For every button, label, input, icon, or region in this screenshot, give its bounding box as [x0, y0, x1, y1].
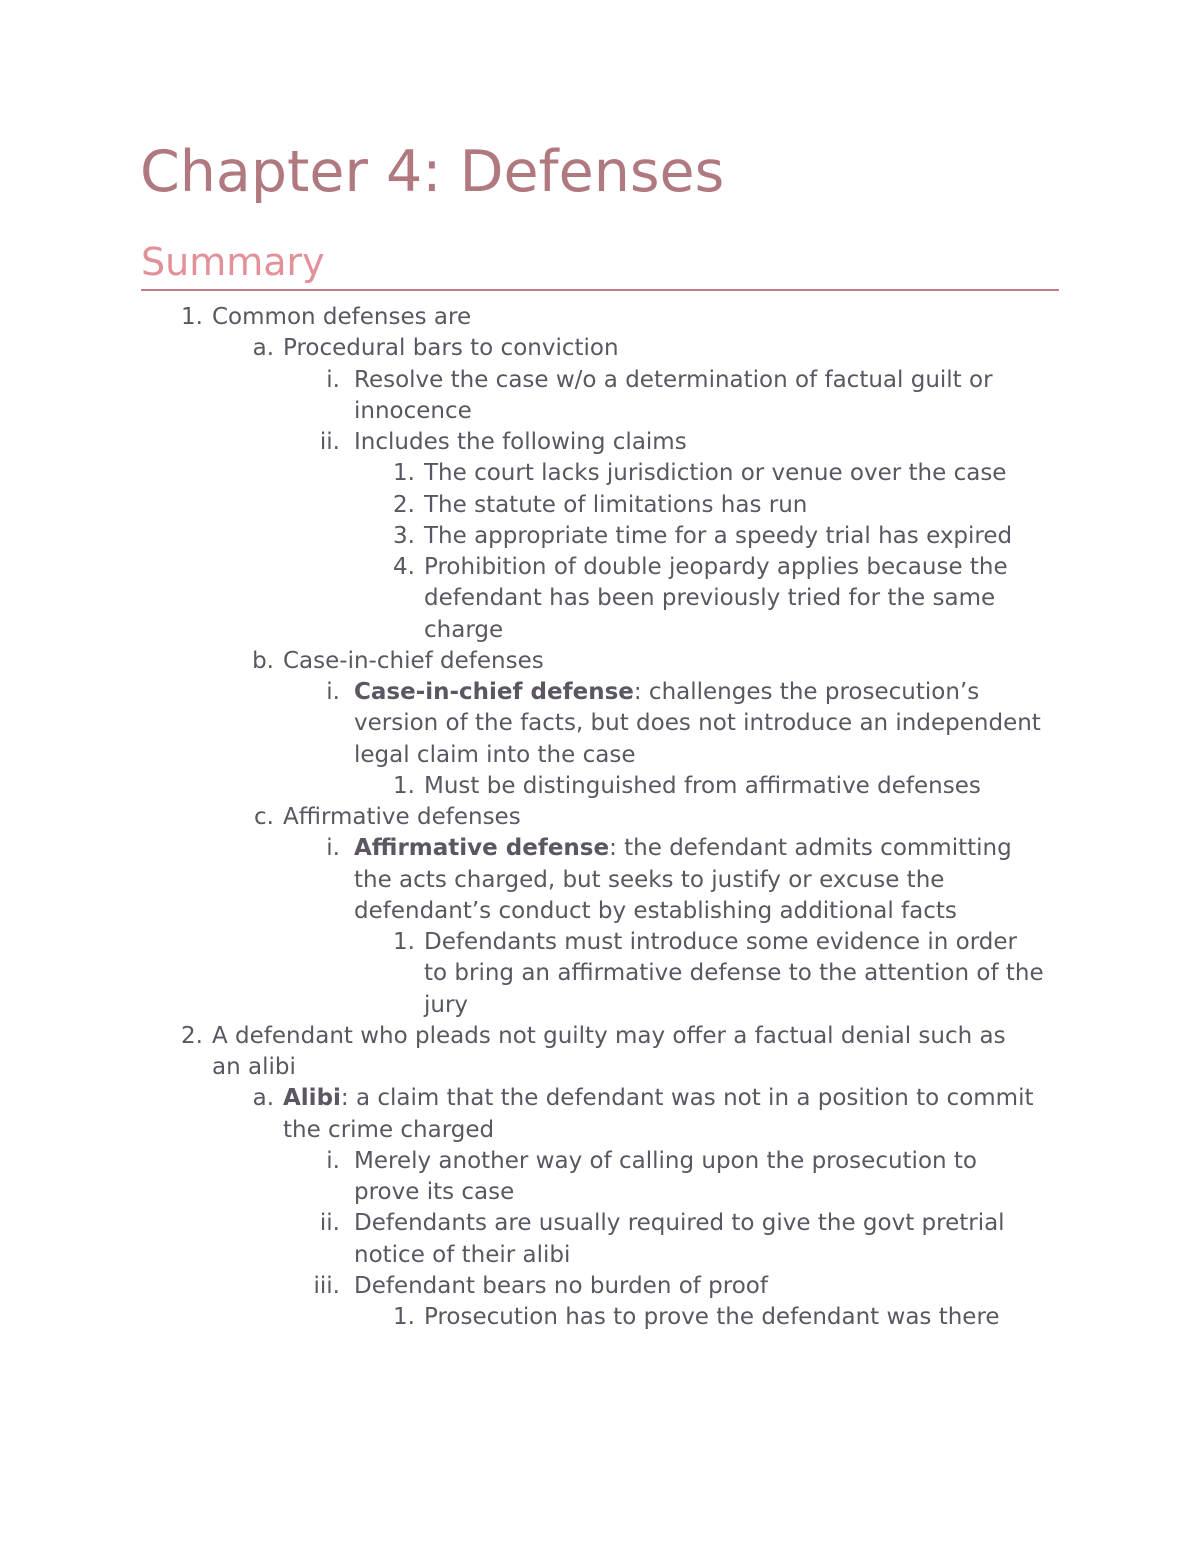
item-text: charge: [424, 616, 504, 643]
item-text: : the defendant admits committing: [609, 835, 1012, 862]
list-marker: c.: [254, 804, 274, 830]
list-marker: 1.: [393, 772, 415, 799]
page-title: Chapter 4: Defenses: [140, 139, 725, 205]
item-text: jury: [424, 991, 469, 1018]
list-item-line: [354, 740, 635, 771]
defined-term: Alibi: [283, 1085, 341, 1112]
item-text: defendant has been previously tried for the same: [424, 585, 996, 612]
item-text: to bring an affirmative defense to the attention of the: [424, 960, 1044, 987]
list-item-line: [424, 958, 1044, 989]
list-item-line: [212, 1052, 296, 1083]
item-text: the crime charged: [283, 1116, 495, 1143]
list-item-line: [283, 333, 619, 364]
item-text: Affirmative defenses: [283, 804, 521, 830]
list-item-line: [424, 927, 1017, 958]
list-marker: 1.: [393, 1304, 415, 1330]
list-item-line: [354, 365, 993, 396]
list-marker: i.: [326, 679, 340, 705]
list-item-line: [354, 1271, 768, 1302]
list-marker: 1.: [393, 929, 415, 955]
item-text: notice of their alibi: [354, 1241, 571, 1268]
list-item-line: [424, 521, 1012, 552]
list-item-line: [354, 865, 944, 896]
list-item-line: [354, 1208, 1005, 1239]
list-marker: 2.: [181, 1022, 203, 1049]
item-text: Defendant bears no burden of proof: [354, 1272, 768, 1299]
list-item-line: [283, 1115, 494, 1146]
list-marker: 2.: [393, 491, 415, 518]
list-item-line: [424, 552, 1008, 583]
item-text: : challenges the prosecution’s: [633, 679, 980, 705]
item-text: Resolve the case w/o a determination of factual guilt or: [354, 366, 993, 393]
list-item-line: [424, 583, 995, 614]
list-marker: i.: [326, 366, 340, 393]
list-item-line: [212, 1021, 1006, 1052]
list-item-line: [283, 646, 544, 677]
list-marker: a.: [252, 1085, 274, 1112]
defined-term: Case-in-chief defense: [354, 679, 634, 705]
item-text: prove its case: [354, 1179, 515, 1205]
list-marker: i.: [326, 835, 340, 862]
item-text: Defendants are usually required to give the govt pretrial: [354, 1210, 1005, 1237]
list-item-line: [212, 302, 471, 333]
list-item-line: [424, 458, 1006, 489]
item-text: an alibi: [212, 1054, 296, 1080]
item-text: The statute of limitations has run: [424, 491, 808, 518]
item-text: Must be distinguished from affirmative defenses: [424, 772, 981, 799]
item-text: Prohibition of double jeopardy applies because the: [424, 554, 1008, 580]
list-marker: iii.: [313, 1272, 340, 1299]
list-marker: ii.: [319, 1210, 340, 1237]
defined-term: Affirmative defense: [354, 835, 610, 862]
item-text: The court lacks jurisdiction or venue over the case: [424, 460, 1007, 487]
item-text: A defendant who pleads not guilty may offer a factual denial such as: [212, 1022, 1006, 1049]
list-item-line: [354, 1177, 514, 1208]
item-text: Case-in-chief defenses: [283, 647, 544, 674]
list-item-line: [354, 396, 472, 427]
item-text: innocence: [354, 397, 472, 424]
list-item-line: [424, 1302, 1000, 1333]
list-item-line: [424, 615, 503, 646]
list-item-line: [354, 1240, 570, 1271]
list-item-line: [354, 708, 1041, 739]
section-heading: Summary: [141, 240, 325, 284]
list-item-line: [283, 802, 521, 833]
item-text: The appropriate time for a speedy trial has expired: [424, 522, 1013, 549]
item-text: Defendants must introduce some evidence in order: [424, 929, 1017, 955]
list-item-line: [354, 427, 687, 458]
list-marker: a.: [252, 335, 274, 362]
list-item-line: [354, 1146, 977, 1177]
item-text: the acts charged, but seeks to justify or excuse the: [354, 866, 945, 893]
item-text: Prosecution has to prove the defendant was there: [424, 1304, 1000, 1330]
list-marker: ii.: [319, 429, 340, 455]
list-marker: b.: [252, 647, 274, 674]
list-item-line: [354, 833, 1012, 864]
list-marker: 1.: [393, 460, 415, 487]
list-marker: i.: [326, 1147, 340, 1174]
list-item-line: [354, 896, 957, 927]
item-text: Includes the following claims: [354, 429, 687, 455]
list-item-line: [424, 771, 981, 802]
list-item-line: [424, 490, 807, 521]
item-text: Procedural bars to conviction: [283, 335, 619, 362]
item-text: legal claim into the case: [354, 741, 636, 768]
item-text: Merely another way of calling upon the prosecution to: [354, 1147, 977, 1174]
list-marker: 3.: [393, 522, 415, 549]
list-item-line: [424, 990, 468, 1021]
item-text: version of the facts, but does not introduce an independent: [354, 710, 1041, 737]
item-text: : a claim that the defendant was not in a position to commit: [340, 1085, 1034, 1112]
list-marker: 4.: [393, 554, 415, 580]
list-item-line: [354, 677, 979, 708]
item-text: defendant’s conduct by establishing additional facts: [354, 897, 957, 924]
item-text: Common defenses are: [212, 304, 472, 330]
list-marker: 1.: [181, 304, 203, 330]
list-item-line: [283, 1083, 1033, 1114]
heading-underline: [141, 289, 1059, 291]
